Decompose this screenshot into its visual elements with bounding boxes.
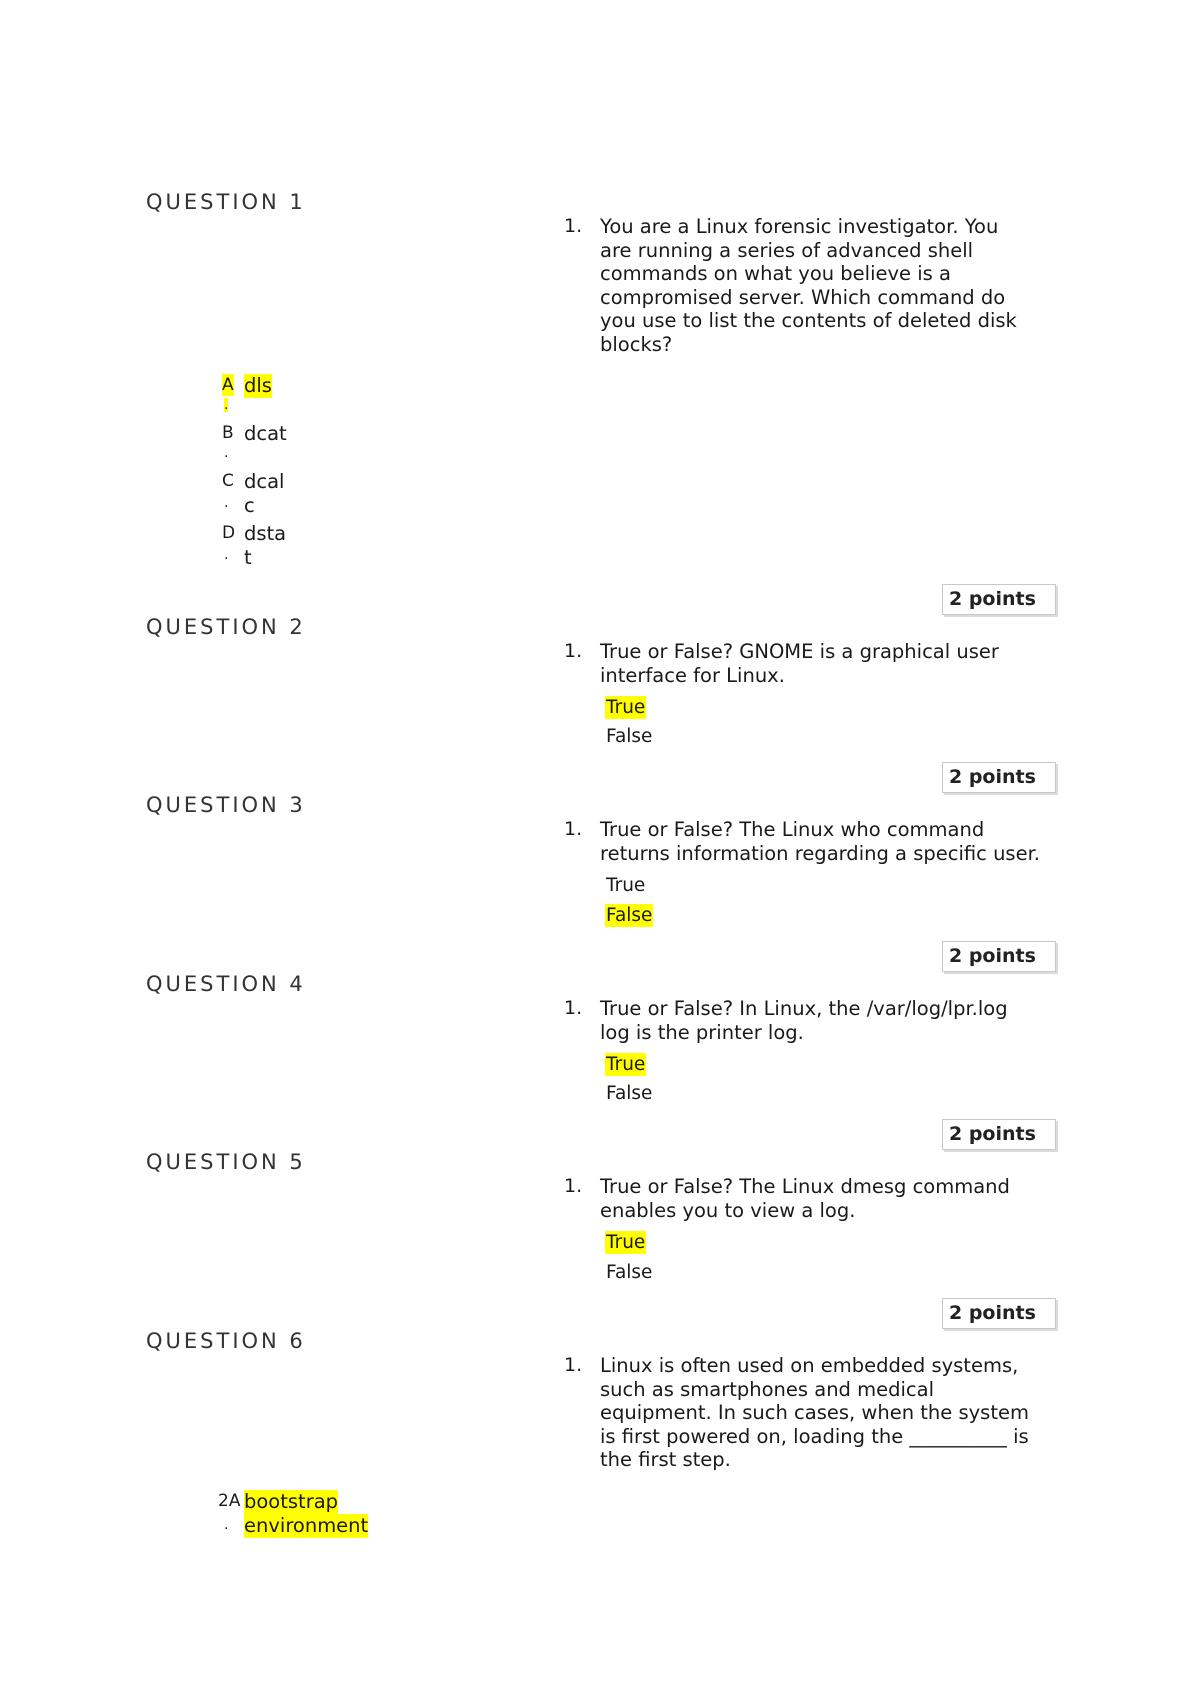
question-5-number: 1. bbox=[564, 1175, 583, 1197]
question-5-text: True or False? The Linux dmesg command enables you to view a log. bbox=[600, 1175, 1010, 1222]
question-2-heading: QUESTION 2 bbox=[146, 615, 306, 639]
question-5-option-true[interactable]: True bbox=[606, 1232, 646, 1253]
choice-text: bootstrap bbox=[244, 1490, 339, 1513]
question-5-heading: QUESTION 5 bbox=[146, 1150, 306, 1174]
question-3-text: True or False? The Linux who command returns information regarding a specific user. bbox=[600, 818, 1041, 865]
choice-letter: D bbox=[222, 523, 236, 543]
choice-text: dcal bbox=[244, 470, 285, 493]
question-5-points: 2 points bbox=[942, 1298, 1056, 1329]
choice-text: dcat bbox=[244, 422, 287, 445]
question-4-points: 2 points bbox=[942, 1119, 1056, 1150]
question-4-text: True or False? In Linux, the /var/log/lpr.log log is the printer log. bbox=[600, 997, 1008, 1044]
question-4-option-false[interactable]: False bbox=[606, 1083, 653, 1104]
question-3-points: 2 points bbox=[942, 941, 1056, 972]
question-6-text: Linux is often used on embedded systems, such as smartphones and medical equipment. In such cases, when the system is first powered on, loading the __________ is the first step. bbox=[600, 1354, 1029, 1471]
choice-text: dls bbox=[244, 374, 272, 397]
question-2-option-true[interactable]: True bbox=[606, 697, 646, 718]
question-4-number: 1. bbox=[564, 997, 583, 1019]
choice-letter: C bbox=[222, 471, 234, 491]
choice-dot: . bbox=[224, 445, 229, 461]
choice-text: dsta bbox=[244, 522, 287, 545]
question-3-option-true[interactable]: True bbox=[606, 875, 646, 896]
question-2-option-false[interactable]: False bbox=[606, 726, 653, 747]
question-1-points: 2 points bbox=[942, 584, 1056, 615]
choice-text-continued: t bbox=[244, 546, 252, 569]
question-6-heading: QUESTION 6 bbox=[146, 1329, 306, 1353]
question-1-number: 1. bbox=[564, 215, 583, 237]
choice-dot: . bbox=[224, 495, 229, 511]
question-2-points: 2 points bbox=[942, 762, 1056, 793]
choice-text-continued: c bbox=[244, 494, 255, 517]
choice-letter: 2A bbox=[218, 1491, 241, 1511]
choice-dot: . bbox=[224, 397, 229, 413]
choice-dot: . bbox=[224, 547, 229, 563]
choice-dot: . bbox=[224, 1517, 229, 1533]
question-2-number: 1. bbox=[564, 640, 583, 662]
question-5-option-false[interactable]: False bbox=[606, 1262, 653, 1283]
choice-letter: A bbox=[222, 375, 234, 395]
question-6-number: 1. bbox=[564, 1354, 583, 1376]
question-3-heading: QUESTION 3 bbox=[146, 793, 306, 817]
question-3-option-false[interactable]: False bbox=[606, 905, 653, 926]
choice-text-continued: environment bbox=[244, 1514, 369, 1537]
question-4-heading: QUESTION 4 bbox=[146, 972, 306, 996]
question-1-text: You are a Linux forensic investigator. You are running a series of advanced shell commands on what you believe is a compromised server. Which command do you use to list the contents of deleted disk blocks? bbox=[600, 215, 1017, 356]
question-1-heading: QUESTION 1 bbox=[146, 190, 306, 214]
question-4-option-true[interactable]: True bbox=[606, 1054, 646, 1075]
question-3-number: 1. bbox=[564, 818, 583, 840]
question-2-text: True or False? GNOME is a graphical user interface for Linux. bbox=[600, 640, 999, 687]
choice-letter: B bbox=[222, 423, 234, 443]
